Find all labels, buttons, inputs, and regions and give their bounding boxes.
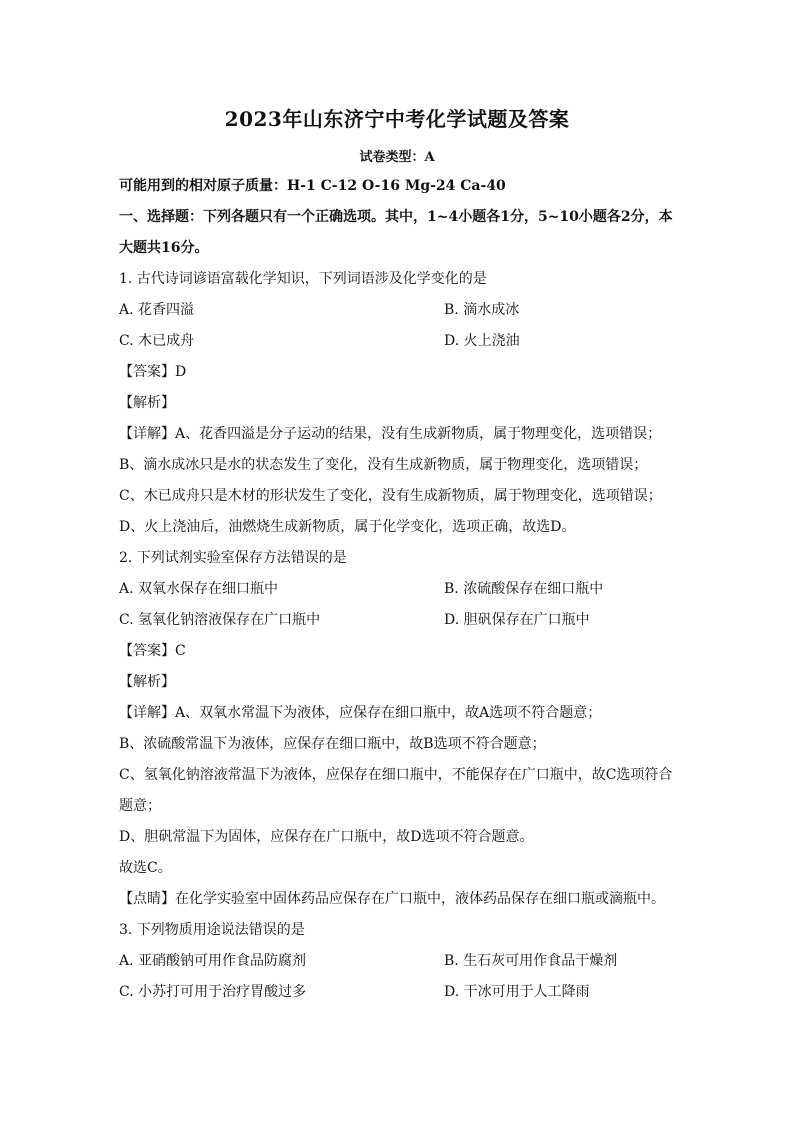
q2-detail-d: D、胆矾常温下为固体，应保存在广口瓶中，故D选项不符合题意。 (119, 829, 534, 845)
q1-answer: 【答案】D (119, 364, 187, 380)
q2-option-d: D. 胆矾保存在广口瓶中 (444, 612, 590, 628)
q2-stem: 2. 下列试剂实验室保存方法错误的是 (119, 550, 347, 566)
q1-detail-d: D、火上浇油后，油燃烧生成新物质，属于化学变化，选项正确，故选D。 (119, 519, 576, 535)
q2-answer: 【答案】C (119, 643, 186, 659)
section-heading-line2: 大题共16分。 (119, 240, 209, 256)
q2-conclusion: 故选C。 (119, 860, 172, 876)
q2-option-b: B. 浓硫酸保存在细口瓶中 (444, 581, 604, 597)
q2-detail-b: B、浓硫酸常温下为液体，应保存在细口瓶中，故B选项不符合题意； (119, 736, 546, 752)
q3-option-d: D. 干冰可用于人工降雨 (444, 984, 590, 1000)
q3-option-b: B. 生石灰可用作食品干燥剂 (444, 953, 618, 969)
q2-comment: 【点睛】在化学实验室中固体药品应保存在广口瓶中，液体药品保存在细口瓶或滴瓶中。 (119, 891, 665, 907)
paper-type: 试卷类型：A (359, 150, 435, 165)
q3-option-a: A. 亚硝酸钠可用作食品防腐剂 (119, 953, 307, 969)
q1-detail-a: 【详解】A、花香四溢是分子运动的结果，没有生成新物质，属于物理变化，选项错误； (119, 426, 662, 442)
q2-detail-c-line2: 题意； (119, 798, 161, 814)
atomic-masses: 可能用到的相对原子质量：H-1 C-12 O-16 Mg-24 Ca-40 (119, 178, 506, 194)
q3-option-c: C. 小苏打可用于治疗胃酸过多 (119, 984, 307, 1000)
q3-stem: 3. 下列物质用途说法错误的是 (119, 922, 305, 938)
q1-option-a: A. 花香四溢 (119, 302, 195, 318)
q2-option-c: C. 氢氧化钠溶液保存在广口瓶中 (119, 612, 321, 628)
q1-option-d: D. 火上浇油 (444, 333, 520, 349)
q1-detail-b: B、滴水成冰只是水的状态发生了变化，没有生成新物质，属于物理变化，选项错误； (119, 457, 648, 473)
q1-analysis-label: 【解析】 (119, 395, 175, 411)
q2-analysis-label: 【解析】 (119, 674, 175, 690)
q2-detail-a: 【详解】A、双氧水常温下为液体，应保存在细口瓶中，故A选项不符合题意； (119, 705, 602, 721)
q1-detail-c: C、木已成舟只是木材的形状发生了变化，没有生成新物质，属于物理变化，选项错误； (119, 488, 662, 504)
q2-option-a: A. 双氧水保存在细口瓶中 (119, 581, 279, 597)
page-title: 2023年山东济宁中考化学试题及答案 (224, 107, 570, 131)
q2-detail-c-line1: C、氢氧化钠溶液常温下为液体，应保存在细口瓶中，不能保存在广口瓶中，故C选项符合 (119, 767, 673, 783)
section-heading-line1: 一、选择题：下列各题只有一个正确选项。其中，1~4小题各1分，5~10小题各2分，本 (119, 209, 673, 225)
q1-stem: 1. 古代诗词谚语富载化学知识，下列词语涉及化学变化的是 (119, 271, 487, 287)
q1-option-b: B. 滴水成冰 (444, 302, 520, 318)
q1-option-c: C. 木已成舟 (119, 333, 195, 349)
